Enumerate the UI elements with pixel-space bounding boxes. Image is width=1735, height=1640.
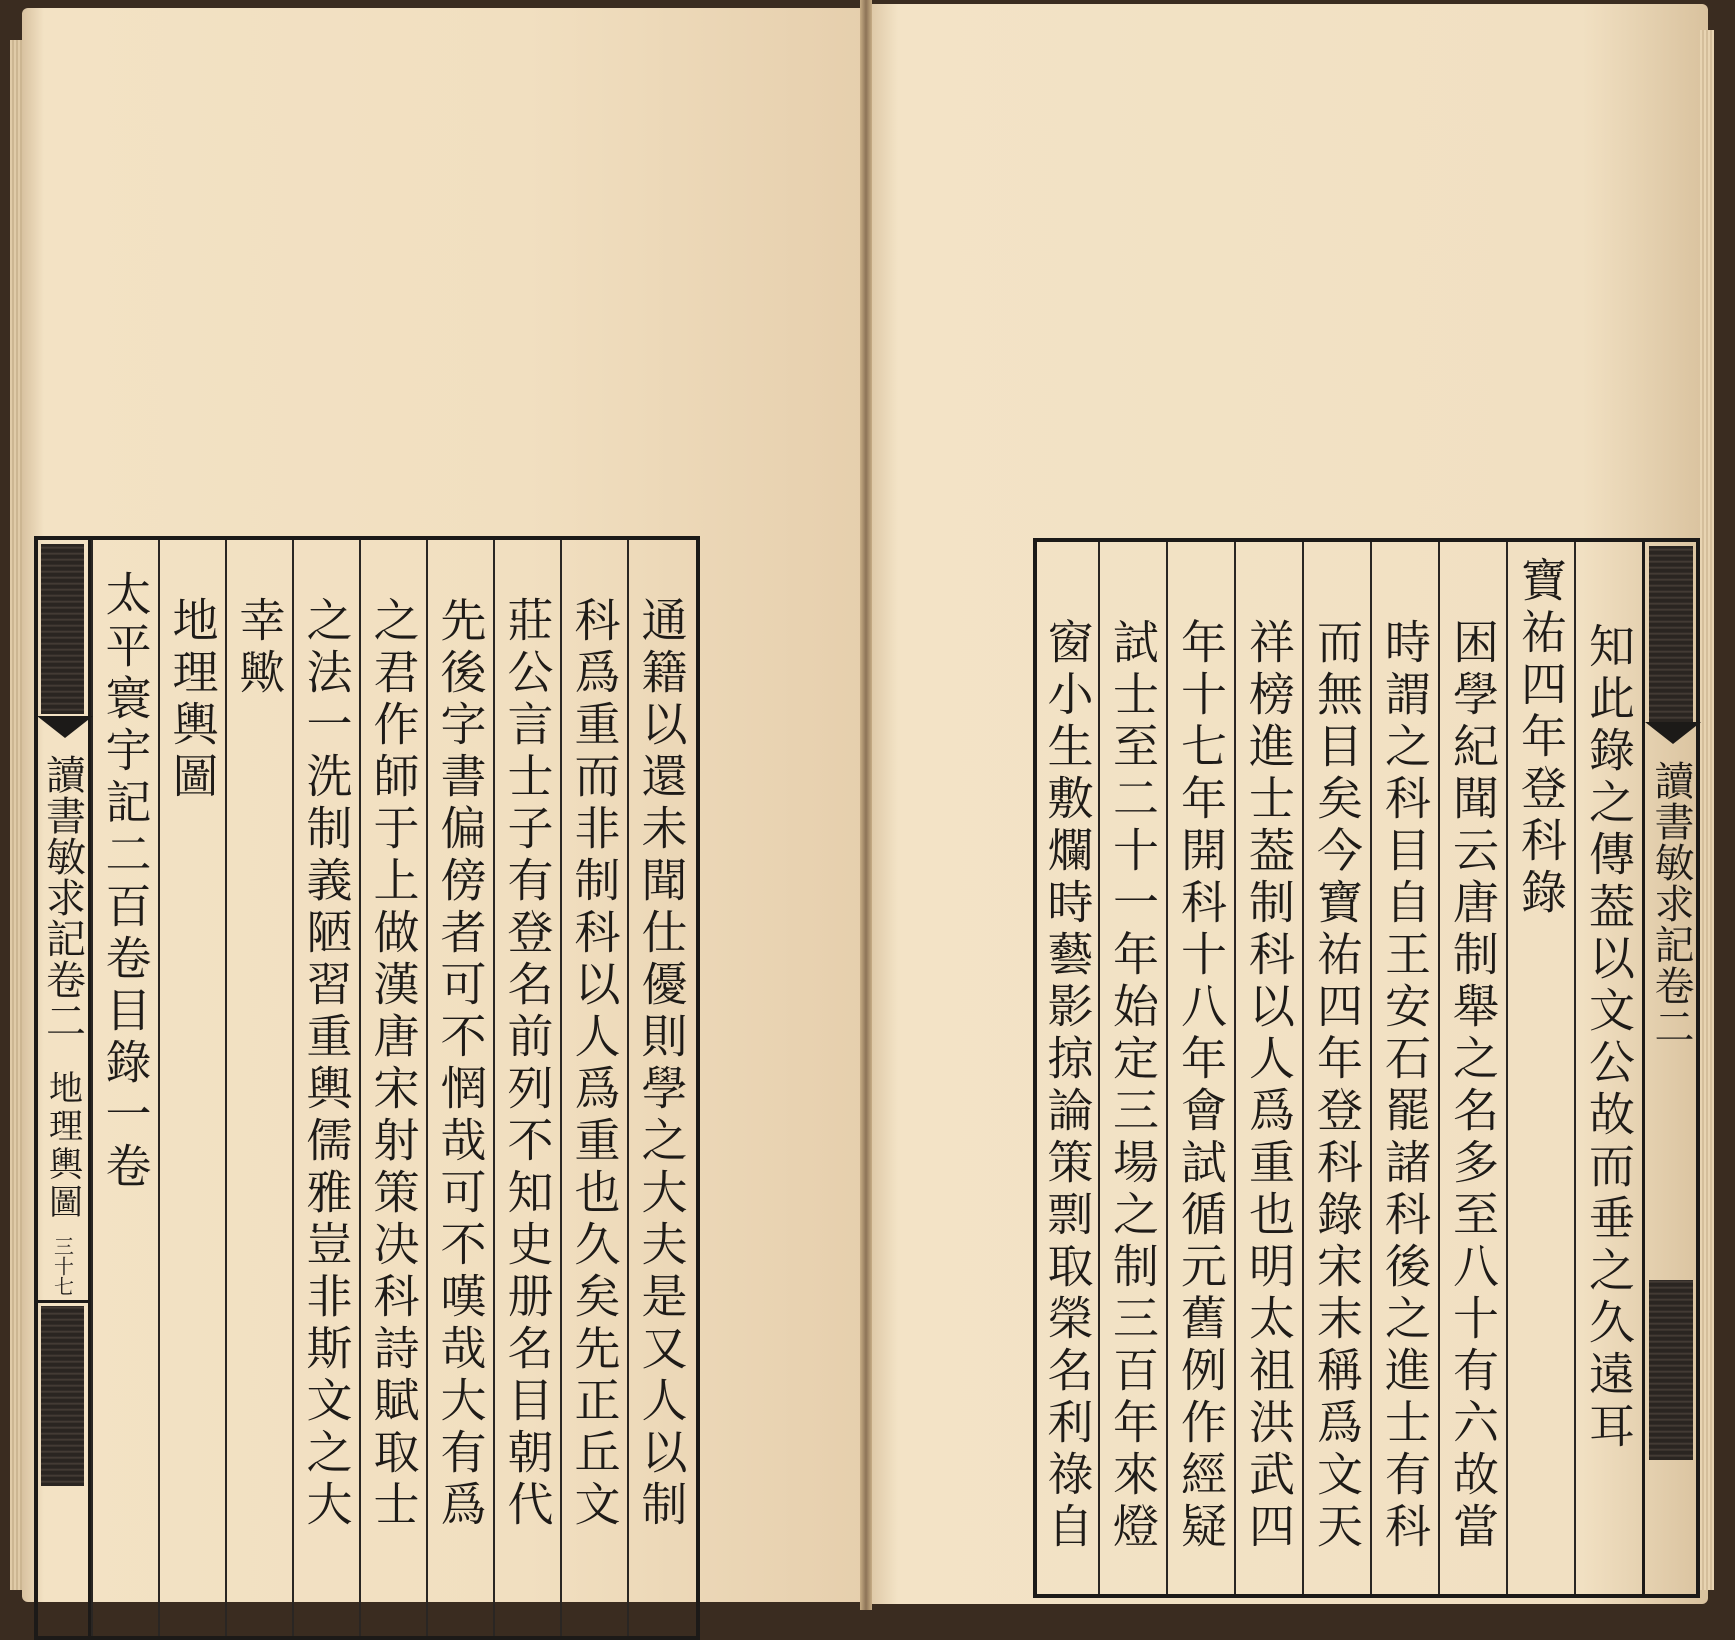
heart-title: 讀書敏求記卷二	[1648, 760, 1694, 1047]
text-column	[91, 540, 158, 1636]
fish-tail	[1645, 722, 1697, 756]
text-column	[1438, 542, 1506, 1594]
column-text: 科爲重而非制科以人爲重也久矣先正丘文	[567, 596, 622, 1532]
text-column	[1098, 542, 1166, 1594]
text-column	[1574, 542, 1642, 1594]
column-text: 祥榜進士葢制科以人爲重也明太祖洪武四	[1242, 618, 1296, 1554]
text-column	[158, 540, 225, 1636]
column-text: 之法一洗制義陋習重輿儒雅豈非斯文之大	[299, 596, 354, 1532]
right-page-edge	[1700, 30, 1714, 1590]
column-text: 太平寰宇記二百卷目錄一卷	[98, 570, 153, 1194]
column-text: 通籍以還未聞仕優則學之大夫是又人以制	[634, 596, 689, 1532]
column-text: 先後字書偏傍者可不惘哉可不嘆哉大有爲	[433, 596, 488, 1532]
text-column	[1302, 542, 1370, 1594]
fish-tail	[37, 716, 88, 750]
column-text: 幸歟	[232, 596, 287, 700]
column-text: 試士至二十一年始定三場之制三百年來燈	[1106, 618, 1160, 1554]
text-column	[560, 540, 627, 1636]
column-text: 窗小生敷爛時藝影掠論策剽取榮名利祿自	[1040, 618, 1095, 1554]
column-text: 年十七年開科十八年會試循元舊例作經疑	[1174, 618, 1228, 1554]
text-column	[426, 540, 493, 1636]
margin-heart	[1642, 542, 1700, 1594]
text-column	[1370, 542, 1438, 1594]
text-column	[1234, 542, 1302, 1594]
black-mouth	[1649, 1280, 1693, 1460]
text-column	[493, 540, 560, 1636]
left-text-frame	[34, 536, 700, 1640]
text-column	[359, 540, 426, 1636]
text-column	[1506, 542, 1574, 1594]
black-mouth	[41, 544, 84, 714]
heart-section: 地理輿圖	[42, 1070, 83, 1222]
margin-heart	[34, 540, 91, 1636]
black-mouth	[41, 1306, 84, 1486]
text-column	[1037, 542, 1098, 1594]
text-column	[292, 540, 359, 1636]
text-column	[225, 540, 292, 1636]
text-column	[627, 540, 694, 1636]
column-text: 地理輿圖	[165, 596, 220, 804]
folio-number: 三十七	[50, 1236, 75, 1296]
column-text: 之君作師于上做漢唐宋射策决科詩賦取士	[366, 596, 421, 1532]
column-text: 時謂之科目自王安石罷諸科後之進士有科	[1378, 618, 1432, 1554]
heart-divider	[37, 1300, 88, 1303]
column-text: 知此錄之傳葢以文公故而垂之久遠耳	[1582, 622, 1636, 1454]
black-mouth	[1649, 546, 1693, 722]
heart-title: 讀書敏求記卷二	[39, 754, 86, 1041]
right-text-frame	[1033, 538, 1700, 1598]
text-column	[1166, 542, 1234, 1594]
column-text: 困學紀聞云唐制舉之名多至八十有六故當	[1446, 618, 1500, 1554]
column-text: 莊公言士子有登名前列不知史册名目朝代	[500, 596, 555, 1532]
column-text: 而無目矣今寶祐四年登科錄宋末稱爲文天	[1310, 618, 1364, 1554]
book-gutter	[860, 0, 872, 1610]
column-text: 寶祐四年登科錄	[1514, 556, 1568, 920]
